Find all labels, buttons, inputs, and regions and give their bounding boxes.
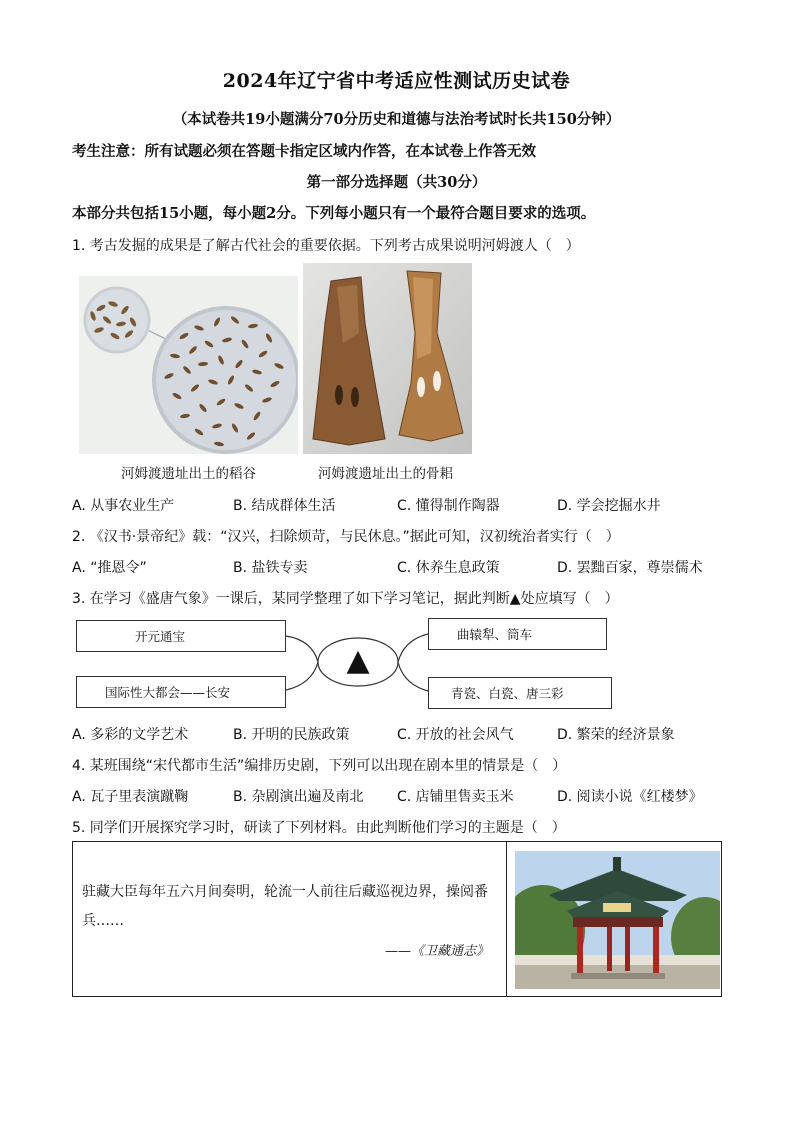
q3-option-b[interactable]: B. 开明的民族政策 xyxy=(233,727,350,743)
note-box-left-top: 开元通宝 xyxy=(76,620,286,652)
q3-option-c[interactable]: C. 开放的社会风气 xyxy=(397,727,514,743)
note-box-right-top: 曲辕犁、筒车 xyxy=(428,618,607,650)
q3-option-a[interactable]: A. 多彩的文学艺术 xyxy=(72,727,189,743)
q4-option-b[interactable]: B. 杂剧演出遍及南北 xyxy=(233,789,364,805)
q4-option-d[interactable]: D. 阅读小说《红楼梦》 xyxy=(557,789,703,805)
rice-grains-image xyxy=(79,276,298,454)
question-2-stem: 2. 《汉书·景帝纪》载：“汉兴，扫除烦苛，与民休息。”据此可知，汉初统治者实行（ ） xyxy=(72,529,620,545)
q2-option-c[interactable]: C. 休养生息政策 xyxy=(397,560,500,576)
q1-option-b[interactable]: B. 结成群体生活 xyxy=(233,498,336,514)
rice-caption: 河姆渡遗址出土的稻谷 xyxy=(121,466,256,482)
q1-option-d[interactable]: D. 学会挖掘水井 xyxy=(557,498,661,514)
q4-option-c[interactable]: C. 店铺里售卖玉米 xyxy=(397,789,514,805)
bone-caption: 河姆渡遗址出土的骨耜 xyxy=(318,466,453,482)
part-intro: 本部分共包括15小题，每小题2分。下列每小题只有一个最符合题目要求的选项。 xyxy=(72,205,596,222)
exam-subtitle: （本试卷共19小题满分70分历史和道德与法治考试时长共150分钟） xyxy=(172,111,621,128)
note-box-left-bottom: 国际性大都会——长安 xyxy=(76,676,286,708)
question-3-stem: 3. 在学习《盛唐气象》一课后，某同学整理了如下学习笔记，据此判断▲处应填写（ ） xyxy=(72,591,619,607)
question-1-stem: 1. 考古发掘的成果是了解古代社会的重要依据。下列考古成果说明河姆渡人（ ） xyxy=(72,238,580,254)
question-4-stem: 4. 某班围绕“宋代都市生活”编排历史剧，下列可以出现在剧本里的情景是（ ） xyxy=(72,758,567,774)
q4-option-a[interactable]: A. 瓦子里表演蹴鞠 xyxy=(72,789,189,805)
bone-spade-image xyxy=(303,263,472,454)
q2-option-b[interactable]: B. 盐铁专卖 xyxy=(233,560,308,576)
page-title: 2024年辽宁省中考适应性测试历史试卷 xyxy=(222,70,571,92)
material-source: ——《卫藏通志》 xyxy=(385,944,490,959)
exam-notice: 考生注意：所有试题必须在答题卡指定区域内作答，在本试卷上作答无效 xyxy=(72,143,536,160)
q1-option-a[interactable]: A. 从事农业生产 xyxy=(72,498,175,514)
q2-option-d[interactable]: D. 罢黜百家，尊崇儒术 xyxy=(557,560,703,576)
center-triangle-placeholder: ▲ xyxy=(346,643,370,678)
question-5-stem: 5. 同学们开展探究学习时，研读了下列材料。由此判断他们学习的主题是（ ） xyxy=(72,820,566,836)
material-table-divider xyxy=(506,841,507,997)
material-text: 驻藏大臣每年五六月间奏明，轮流一人前往后藏巡视边界，操阅番兵…… xyxy=(82,884,488,929)
q2-option-a[interactable]: A. “推恩令” xyxy=(72,560,147,576)
note-box-right-bottom: 青瓷、白瓷、唐三彩 xyxy=(428,677,612,709)
pavilion-image xyxy=(515,851,720,989)
q1-option-c[interactable]: C. 懂得制作陶器 xyxy=(397,498,500,514)
part-heading: 第一部分选择题（共30分） xyxy=(306,174,487,191)
q3-option-d[interactable]: D. 繁荣的经济景象 xyxy=(557,727,675,743)
